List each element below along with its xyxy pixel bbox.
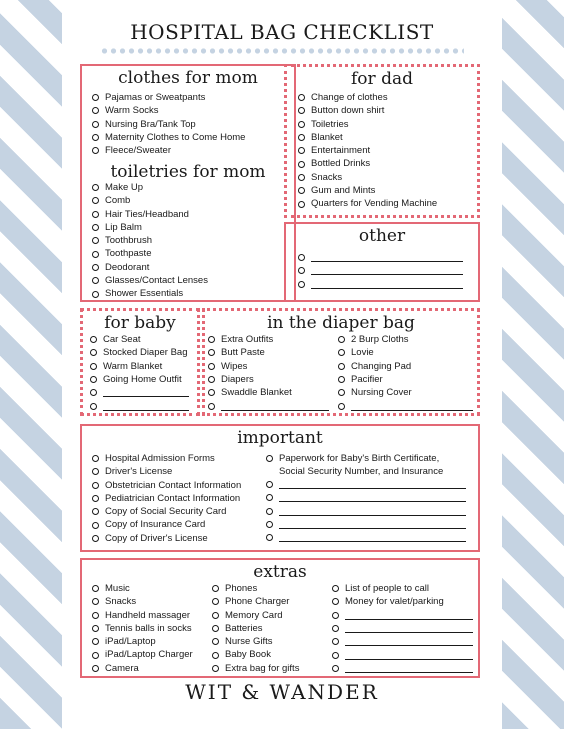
checklist-sheet — [62, 0, 502, 729]
checkbox-circle-icon[interactable] — [92, 94, 99, 101]
checklist-item[interactable]: Toothpaste — [92, 247, 208, 260]
list-important-col1 — [92, 452, 241, 545]
checkbox-circle-icon[interactable] — [92, 121, 99, 128]
checkbox-circle-icon[interactable] — [92, 625, 99, 632]
checkbox-circle-icon[interactable] — [90, 376, 97, 383]
blank-line[interactable] — [311, 266, 463, 275]
checkbox-circle-icon[interactable] — [90, 349, 97, 356]
checklist-item[interactable]: Lip Balm — [92, 221, 208, 234]
checklist-item[interactable]: Comb — [92, 194, 208, 207]
checkbox-circle-icon[interactable] — [208, 363, 215, 370]
checkbox-circle-icon[interactable] — [92, 638, 99, 645]
checklist-item[interactable]: Fleece/Sweater — [92, 144, 245, 157]
checklist-item[interactable]: Music — [92, 582, 193, 595]
checkbox-circle-icon[interactable] — [298, 121, 305, 128]
checkbox-circle-icon[interactable] — [332, 652, 339, 659]
blank-item[interactable] — [266, 505, 466, 518]
section-title-for-baby: for baby — [104, 313, 176, 333]
checkbox-circle-icon[interactable] — [212, 625, 219, 632]
blank-line[interactable] — [221, 402, 329, 411]
checkbox-circle-icon[interactable] — [92, 598, 99, 605]
checkbox-circle-icon[interactable] — [338, 336, 345, 343]
checkbox-circle-icon[interactable] — [298, 107, 305, 114]
blank-item[interactable] — [266, 478, 466, 491]
checkbox-circle-icon[interactable] — [208, 336, 215, 343]
checkbox-circle-icon[interactable] — [338, 403, 345, 410]
checkbox-circle-icon[interactable] — [92, 224, 99, 231]
checklist-item[interactable]: Glasses/Contact Lenses — [92, 274, 208, 287]
checkbox-circle-icon[interactable] — [338, 389, 345, 396]
page-title: HOSPITAL BAG CHECKLIST — [130, 20, 434, 44]
checkbox-circle-icon[interactable] — [298, 187, 305, 194]
checklist-item[interactable]: Snacks — [298, 171, 437, 184]
checkbox-circle-icon[interactable] — [266, 494, 273, 501]
checkbox-circle-icon[interactable] — [298, 134, 305, 141]
checkbox-circle-icon[interactable] — [298, 267, 305, 274]
checkbox-circle-icon[interactable] — [298, 147, 305, 154]
checklist-item[interactable]: Maternity Clothes to Come Home — [92, 131, 245, 144]
checkbox-circle-icon[interactable] — [332, 612, 339, 619]
checklist-item[interactable]: Copy of Social Security Card — [92, 505, 241, 518]
brand-footer: WIT & WANDER — [185, 680, 379, 704]
checkbox-circle-icon[interactable] — [266, 534, 273, 541]
checkbox-circle-icon[interactable] — [92, 665, 99, 672]
blank-line[interactable] — [279, 520, 466, 529]
checklist-item[interactable]: Stocked Diaper Bag — [90, 346, 189, 359]
checklist-item[interactable]: Deodorant — [92, 261, 208, 274]
checklist-item[interactable]: Phones — [212, 582, 299, 595]
title-divider — [100, 48, 464, 54]
checklist-item[interactable]: Copy of Insurance Card — [92, 518, 241, 531]
checkbox-circle-icon[interactable] — [92, 197, 99, 204]
checklist-item[interactable]: iPad/Laptop — [92, 635, 193, 648]
list-toiletries-for-mom — [92, 181, 208, 301]
checkbox-circle-icon[interactable] — [332, 585, 339, 592]
checklist-item[interactable]: Car Seat — [90, 333, 189, 346]
blank-line[interactable] — [351, 402, 473, 411]
blank-item[interactable] — [208, 399, 329, 412]
checklist-item[interactable]: Hair Ties/Headband — [92, 208, 208, 221]
checkbox-circle-icon[interactable] — [208, 403, 215, 410]
checklist-item[interactable]: Warm Socks — [92, 104, 245, 117]
checkbox-circle-icon[interactable] — [212, 652, 219, 659]
checkbox-circle-icon[interactable] — [212, 612, 219, 619]
list-for-dad — [298, 91, 437, 211]
checkbox-circle-icon[interactable] — [266, 455, 273, 462]
checklist-item[interactable]: iPad/Laptop Charger — [92, 648, 193, 661]
checkbox-circle-icon[interactable] — [92, 147, 99, 154]
checklist-item[interactable]: Snacks — [92, 595, 193, 608]
list-diaper-bag-col2 — [338, 333, 473, 413]
checkbox-circle-icon[interactable] — [92, 455, 99, 462]
checkbox-circle-icon[interactable] — [92, 184, 99, 191]
checklist-item[interactable]: Handheld massager — [92, 609, 193, 622]
checkbox-circle-icon[interactable] — [332, 665, 339, 672]
checkbox-circle-icon[interactable] — [266, 521, 273, 528]
checklist-item[interactable]: Batteries — [212, 622, 299, 635]
checklist-item[interactable]: Pajamas or Sweatpants — [92, 91, 245, 104]
blank-item[interactable] — [332, 622, 473, 635]
checklist-item[interactable]: Bottled Drinks — [298, 157, 437, 170]
checkbox-circle-icon[interactable] — [92, 264, 99, 271]
checklist-item[interactable]: Hospital Admission Forms — [92, 452, 241, 465]
checkbox-circle-icon[interactable] — [92, 482, 99, 489]
checklist-item[interactable]: Pediatrician Contact Information — [92, 492, 241, 505]
checkbox-circle-icon[interactable] — [208, 376, 215, 383]
checklist-item[interactable]: Extra bag for gifts — [212, 662, 299, 675]
checklist-item[interactable]: Copy of Driver's License — [92, 532, 241, 545]
checklist-item[interactable]: Blanket — [298, 131, 437, 144]
checklist-item[interactable]: Gum and Mints — [298, 184, 437, 197]
section-title-important: important — [237, 428, 323, 448]
checkbox-circle-icon[interactable] — [92, 134, 99, 141]
list-diaper-bag-col1 — [208, 333, 329, 413]
checkbox-circle-icon[interactable] — [298, 161, 305, 168]
checklist-item[interactable]: Extra Outfits — [208, 333, 329, 346]
checkbox-circle-icon[interactable] — [298, 254, 305, 261]
checkbox-circle-icon[interactable] — [92, 237, 99, 244]
checkbox-circle-icon[interactable] — [92, 495, 99, 502]
checklist-item[interactable]: Warm Blanket — [90, 360, 189, 373]
checkbox-circle-icon[interactable] — [92, 652, 99, 659]
checkbox-circle-icon[interactable] — [90, 336, 97, 343]
section-title-clothes-for-mom: clothes for mom — [118, 68, 258, 88]
blank-item[interactable] — [298, 251, 463, 264]
checkbox-circle-icon[interactable] — [92, 107, 99, 114]
checklist-item[interactable]: Entertainment — [298, 144, 437, 157]
blank-item[interactable] — [266, 531, 466, 544]
checkbox-circle-icon[interactable] — [92, 211, 99, 218]
list-extras-col1 — [92, 582, 193, 675]
checklist-item[interactable]: Obstetrician Contact Information — [92, 479, 241, 492]
checkbox-circle-icon[interactable] — [266, 508, 273, 515]
list-other — [298, 251, 463, 291]
section-title-toiletries-for-mom: toiletries for mom — [110, 162, 266, 182]
blank-line[interactable] — [279, 493, 466, 502]
checklist-item[interactable]: Tennis balls in socks — [92, 622, 193, 635]
checklist-item[interactable]: Butt Paste — [208, 346, 329, 359]
checklist-item[interactable]: Shower Essentials — [92, 287, 208, 300]
blank-line[interactable] — [311, 280, 463, 289]
blank-line[interactable] — [345, 651, 473, 660]
checkbox-circle-icon[interactable] — [332, 598, 339, 605]
blank-item[interactable] — [298, 264, 463, 277]
checklist-item[interactable]: List of people to call — [332, 582, 473, 595]
checkbox-circle-icon[interactable] — [212, 665, 219, 672]
checkbox-circle-icon[interactable] — [338, 363, 345, 370]
checklist-item[interactable]: Nursing Cover — [338, 386, 473, 399]
checklist-item[interactable]: Toiletries — [298, 118, 437, 131]
blank-item[interactable] — [90, 386, 189, 399]
checklist-item[interactable]: Paperwork for Baby's Birth Certificate, Social Security Number, and Insurance — [266, 452, 466, 478]
checklist-item[interactable]: Nurse Gifts — [212, 635, 299, 648]
list-important-col2 — [266, 452, 466, 544]
checklist-item[interactable]: 2 Burp Cloths — [338, 333, 473, 346]
section-title-diaper-bag: in the diaper bag — [267, 313, 415, 333]
blank-line[interactable] — [345, 664, 473, 673]
checkbox-circle-icon[interactable] — [90, 363, 97, 370]
checkbox-circle-icon[interactable] — [338, 349, 345, 356]
checklist-item[interactable]: Lovie — [338, 346, 473, 359]
blank-item[interactable] — [332, 635, 473, 648]
checklist-item[interactable]: Changing Pad — [338, 360, 473, 373]
checklist-item[interactable]: Memory Card — [212, 609, 299, 622]
checklist-item[interactable]: Driver's License — [92, 465, 241, 478]
checklist-item[interactable]: Pacifier — [338, 373, 473, 386]
checklist-item[interactable]: Quarters for Vending Machine — [298, 197, 437, 210]
checklist-item[interactable]: Change of clothes — [298, 91, 437, 104]
checkbox-circle-icon[interactable] — [90, 389, 97, 396]
blank-line[interactable] — [103, 402, 189, 411]
checkbox-circle-icon[interactable] — [92, 585, 99, 592]
checkbox-circle-icon[interactable] — [212, 638, 219, 645]
blank-line[interactable] — [279, 480, 466, 489]
blank-item[interactable] — [338, 399, 473, 412]
list-extras-col3 — [332, 582, 473, 675]
checkbox-circle-icon[interactable] — [92, 277, 99, 284]
checklist-item[interactable]: Make Up — [92, 181, 208, 194]
checkbox-circle-icon[interactable] — [338, 376, 345, 383]
blank-line[interactable] — [103, 388, 189, 397]
checklist-item[interactable]: Diapers — [208, 373, 329, 386]
blank-item[interactable] — [298, 278, 463, 291]
blank-line[interactable] — [311, 253, 463, 262]
blank-line[interactable] — [345, 624, 473, 633]
checkbox-circle-icon[interactable] — [92, 468, 99, 475]
section-title-extras: extras — [253, 562, 307, 582]
checkbox-circle-icon[interactable] — [92, 535, 99, 542]
checkbox-circle-icon[interactable] — [266, 481, 273, 488]
checklist-item[interactable]: Toothbrush — [92, 234, 208, 247]
checklist-item[interactable]: Going Home Outfit — [90, 373, 189, 386]
list-extras-col2 — [212, 582, 299, 675]
checklist-item[interactable]: Camera — [92, 662, 193, 675]
checkbox-circle-icon[interactable] — [298, 94, 305, 101]
blank-line[interactable] — [279, 507, 466, 516]
checkbox-circle-icon[interactable] — [298, 281, 305, 288]
checkbox-circle-icon[interactable] — [92, 522, 99, 529]
checkbox-circle-icon[interactable] — [298, 174, 305, 181]
blank-item[interactable] — [332, 609, 473, 622]
blank-item[interactable] — [266, 518, 466, 531]
checkbox-circle-icon[interactable] — [92, 291, 99, 298]
blank-line[interactable] — [279, 533, 466, 542]
checkbox-circle-icon[interactable] — [92, 508, 99, 515]
checkbox-circle-icon[interactable] — [208, 389, 215, 396]
checkbox-circle-icon[interactable] — [332, 625, 339, 632]
blank-item[interactable] — [332, 648, 473, 661]
checklist-item[interactable]: Swaddle Blanket — [208, 386, 329, 399]
blank-item[interactable] — [266, 491, 466, 504]
checkbox-circle-icon[interactable] — [92, 251, 99, 258]
checklist-item[interactable]: Wipes — [208, 360, 329, 373]
checkbox-circle-icon[interactable] — [212, 598, 219, 605]
checklist-item[interactable]: Baby Book — [212, 648, 299, 661]
section-title-other: other — [358, 226, 406, 246]
checkbox-circle-icon[interactable] — [208, 349, 215, 356]
checkbox-circle-icon[interactable] — [212, 585, 219, 592]
checklist-item[interactable]: Phone Charger — [212, 595, 299, 608]
section-title-for-dad: for dad — [351, 69, 413, 89]
checklist-item[interactable]: Button down shirt — [298, 104, 437, 117]
blank-line[interactable] — [345, 611, 473, 620]
checkbox-circle-icon[interactable] — [298, 201, 305, 208]
blank-item[interactable] — [332, 662, 473, 675]
blank-item[interactable] — [90, 399, 189, 412]
list-clothes-for-mom — [92, 91, 245, 157]
checkbox-circle-icon[interactable] — [90, 403, 97, 410]
checkbox-circle-icon[interactable] — [332, 638, 339, 645]
checklist-item[interactable]: Money for valet/parking — [332, 595, 473, 608]
list-for-baby — [90, 333, 189, 413]
blank-line[interactable] — [345, 637, 473, 646]
checkbox-circle-icon[interactable] — [92, 612, 99, 619]
checklist-item[interactable]: Nursing Bra/Tank Top — [92, 118, 245, 131]
